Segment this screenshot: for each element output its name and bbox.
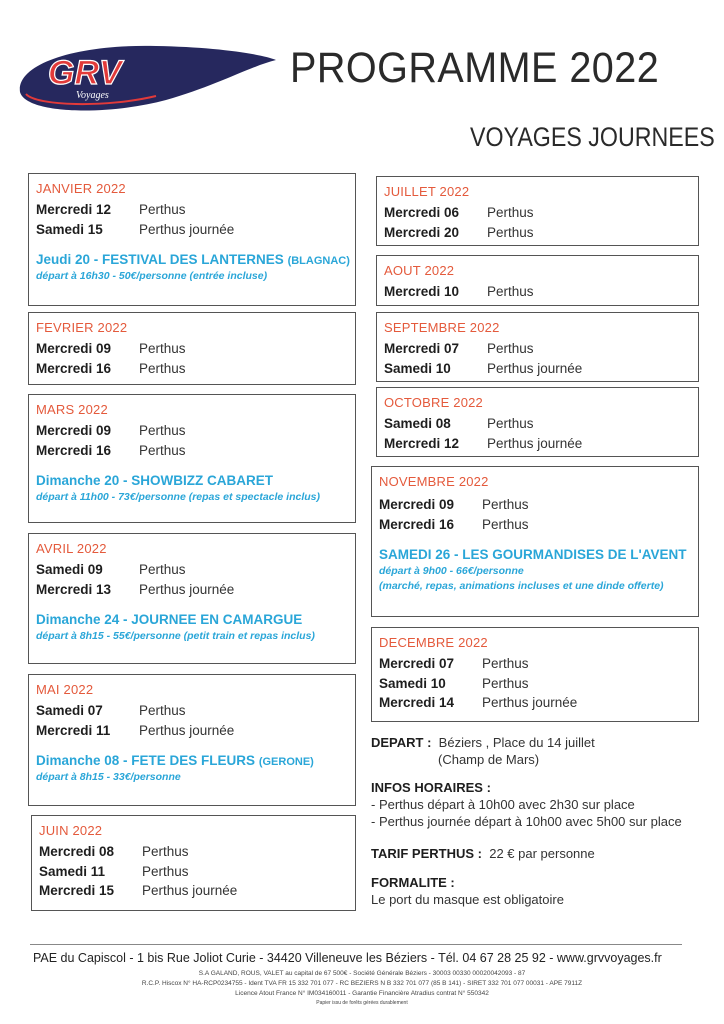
trip-destination: Perthus (487, 284, 534, 299)
month-title: JUIN 2022 (39, 823, 103, 838)
trip-day: Samedi 10 (384, 360, 451, 376)
month-box-aout (376, 255, 699, 306)
month-title: DECEMBRE 2022 (379, 635, 488, 650)
list-item (384, 339, 698, 359)
special-event-info: départ à 9h00 - 66€/personne (379, 565, 524, 577)
special-event-title (36, 753, 355, 768)
month-box-juin (31, 815, 356, 911)
month-box-novembre (371, 466, 699, 617)
list-item (36, 220, 355, 240)
month-title: SEPTEMBRE 2022 (384, 320, 500, 335)
tarif-label: TARIF PERTHUS : (371, 846, 482, 861)
list-item (36, 200, 355, 220)
trip-destination: Perthus journée (139, 722, 235, 738)
list-item (36, 560, 355, 580)
trip-day: Mercredi 09 (379, 497, 455, 512)
footer-legal-line: Licence Atout France N° IM034160011 - Garantie Financière Atradius contrat N° 550342 (235, 990, 489, 997)
list-item (36, 359, 355, 379)
depart-value: Béziers , Place du 14 juillet (438, 735, 595, 750)
trip-destination: Perthus (139, 423, 186, 438)
special-event-place: (BLAGNAC) (287, 255, 350, 267)
trip-day: Mercredi 16 (36, 442, 112, 458)
special-event-place: (GERONE) (258, 756, 314, 768)
footer-legal-line: S.A GALAND, ROUS, VALET au capital de 67 500€ - Société Générale Béziers - 30003 00330 00020042093 - 87 (198, 970, 526, 977)
footer-divider (30, 944, 682, 945)
trip-day: Mercredi 15 (39, 883, 115, 898)
formalite-label: FORMALITE : (371, 875, 455, 890)
trip-day: Samedi 10 (379, 675, 446, 691)
trip-destination: Perthus (142, 863, 189, 879)
special-event-title (36, 252, 355, 267)
trip-destination: Perthus (482, 516, 529, 532)
month-box-fevrier (28, 312, 356, 385)
trip-day: Mercredi 07 (379, 656, 455, 671)
list-item (36, 721, 355, 741)
month-box-avril (28, 533, 356, 664)
trip-day: Samedi 08 (384, 416, 451, 431)
trip-destination: Perthus journée (482, 695, 578, 710)
trip-day: Mercredi 10 (384, 284, 460, 299)
month-box-janvier (28, 173, 356, 306)
list-item (379, 654, 698, 674)
month-box-decembre (371, 627, 699, 722)
list-item (36, 701, 355, 721)
trip-day: Mercredi 13 (36, 581, 112, 597)
trip-day: Samedi 11 (39, 863, 106, 879)
list-item (384, 359, 698, 379)
list-item (384, 203, 698, 223)
trip-destination: Perthus (139, 442, 186, 458)
trip-day: Samedi 07 (36, 703, 103, 718)
trip-day: Mercredi 16 (379, 516, 455, 532)
special-event-name: Jeudi 20 - FESTIVAL DES LANTERNES (36, 252, 284, 267)
month-box-juillet (376, 176, 699, 246)
list-item (384, 434, 698, 454)
trip-destination: Perthus (139, 360, 186, 376)
trip-destination: Perthus journée (139, 581, 235, 597)
month-box-octobre (376, 387, 699, 457)
trip-day: Mercredi 08 (39, 844, 115, 859)
special-event-details: (marché, repas, animations incluses et une dinde offerte) (379, 580, 664, 592)
depart-info (371, 734, 595, 768)
list-item (36, 441, 355, 461)
trip-day: Mercredi 07 (384, 341, 460, 356)
trip-destination: Perthus journée (487, 435, 583, 451)
list-item (379, 515, 698, 535)
trip-destination: Perthus (139, 341, 186, 356)
list-item (39, 842, 355, 862)
month-title: NOVEMBRE 2022 (379, 474, 489, 489)
footer-paper-note: Papier issu de forêts gérées durablement (316, 1000, 408, 1006)
special-event-info: départ à 11h00 - 73€/personne (repas et spectacle inclus) (36, 491, 321, 503)
special-event-title: SAMEDI 26 - LES GOURMANDISES DE L'AVENT (379, 547, 687, 562)
trip-destination: Perthus journée (142, 883, 238, 898)
trip-day: Mercredi 11 (36, 722, 111, 738)
trip-destination: Perthus (487, 224, 534, 240)
footer-legal-line: R.C.P. Hiscox N° HA-RCP0234755 - Ident TVA FR 15 332 701 077 - RC BEZIERS N B 332 701 077 (85 B 141) - SIRET 332 701 077 00031 - APE 7911Z (141, 980, 583, 987)
list-item (39, 862, 355, 882)
special-event-name: Dimanche 08 - FETE DES FLEURS (36, 753, 256, 768)
trip-destination: Perthus journée (139, 221, 235, 237)
month-box-septembre (376, 312, 699, 382)
trip-destination: Perthus (487, 341, 534, 356)
trip-day: Mercredi 16 (36, 360, 112, 376)
trip-destination: Perthus (139, 202, 186, 217)
month-box-mars (28, 394, 356, 523)
trip-day: Mercredi 09 (36, 423, 112, 438)
trip-day: Mercredi 12 (36, 202, 112, 217)
formalite-info (371, 874, 564, 908)
logo-subtext: Voyages (76, 90, 109, 101)
depart-label: DEPART : (371, 735, 432, 750)
month-box-mai (28, 674, 356, 806)
grv-logo (16, 34, 278, 116)
trip-destination: Perthus (487, 205, 534, 220)
trip-day: Samedi 15 (36, 221, 103, 237)
list-item (384, 282, 698, 302)
page-subtitle: VOYAGES JOURNEES (470, 122, 715, 152)
horaire-line: - Perthus journée départ à 10h00 avec 5h00 sur place (371, 814, 682, 829)
list-item (384, 223, 698, 243)
list-item (36, 580, 355, 600)
horaire-line: - Perthus départ à 10h00 avec 2h30 sur place (371, 797, 635, 812)
depart-value-2: (Champ de Mars) (438, 752, 540, 767)
trip-destination: Perthus (482, 675, 529, 691)
trip-destination: Perthus (139, 703, 186, 718)
trip-day: Mercredi 09 (36, 341, 112, 356)
special-event-info: départ à 16h30 - 50€/personne (entrée incluse) (36, 270, 268, 282)
logo-text: GRV (48, 54, 122, 92)
trip-destination: Perthus journée (487, 360, 583, 376)
month-title: AVRIL 2022 (36, 541, 107, 556)
infos-horaires (371, 779, 682, 830)
list-item (36, 339, 355, 359)
trip-day: Samedi 09 (36, 562, 103, 577)
tarif-info (371, 845, 595, 862)
special-event-title: Dimanche 24 - JOURNEE EN CAMARGUE (36, 612, 303, 627)
list-item (379, 693, 698, 713)
month-title: AOUT 2022 (384, 263, 455, 278)
list-item (379, 495, 698, 515)
month-title: MAI 2022 (36, 682, 94, 697)
trip-destination: Perthus (482, 497, 529, 512)
month-title: MARS 2022 (36, 402, 108, 417)
special-event-info: départ à 8h15 - 55€/personne (petit train et repas inclus) (36, 630, 315, 642)
list-item (36, 421, 355, 441)
trip-destination: Perthus (482, 656, 529, 671)
trip-day: Mercredi 20 (384, 224, 460, 240)
page-title: PROGRAMME 2022 (290, 44, 660, 92)
month-title: FEVRIER 2022 (36, 320, 128, 335)
trip-day: Mercredi 14 (379, 695, 455, 710)
list-item (384, 414, 698, 434)
list-item (379, 674, 698, 694)
trip-destination: Perthus (139, 562, 186, 577)
special-event-info: départ à 8h15 - 33€/personne (36, 771, 181, 783)
trip-destination: Perthus (142, 844, 189, 859)
month-title: OCTOBRE 2022 (384, 395, 483, 410)
infos-horaires-label: INFOS HORAIRES : (371, 780, 491, 795)
special-event-title: Dimanche 20 - SHOWBIZZ CABARET (36, 473, 274, 488)
footer-address: PAE du Capiscol - 1 bis Rue Joliot Curie - 34420 Villeneuve les Béziers - Tél. 04 67 28 25 92 - www.grvvoyages.fr (33, 951, 662, 965)
trip-day: Mercredi 06 (384, 205, 460, 220)
trip-day: Mercredi 12 (384, 435, 460, 451)
month-title: JANVIER 2022 (36, 181, 126, 196)
month-title: JUILLET 2022 (384, 184, 470, 199)
formalite-value: Le port du masque est obligatoire (371, 892, 564, 907)
tarif-value: 22 € par personne (489, 846, 595, 861)
list-item (39, 881, 355, 901)
trip-destination: Perthus (487, 416, 534, 431)
